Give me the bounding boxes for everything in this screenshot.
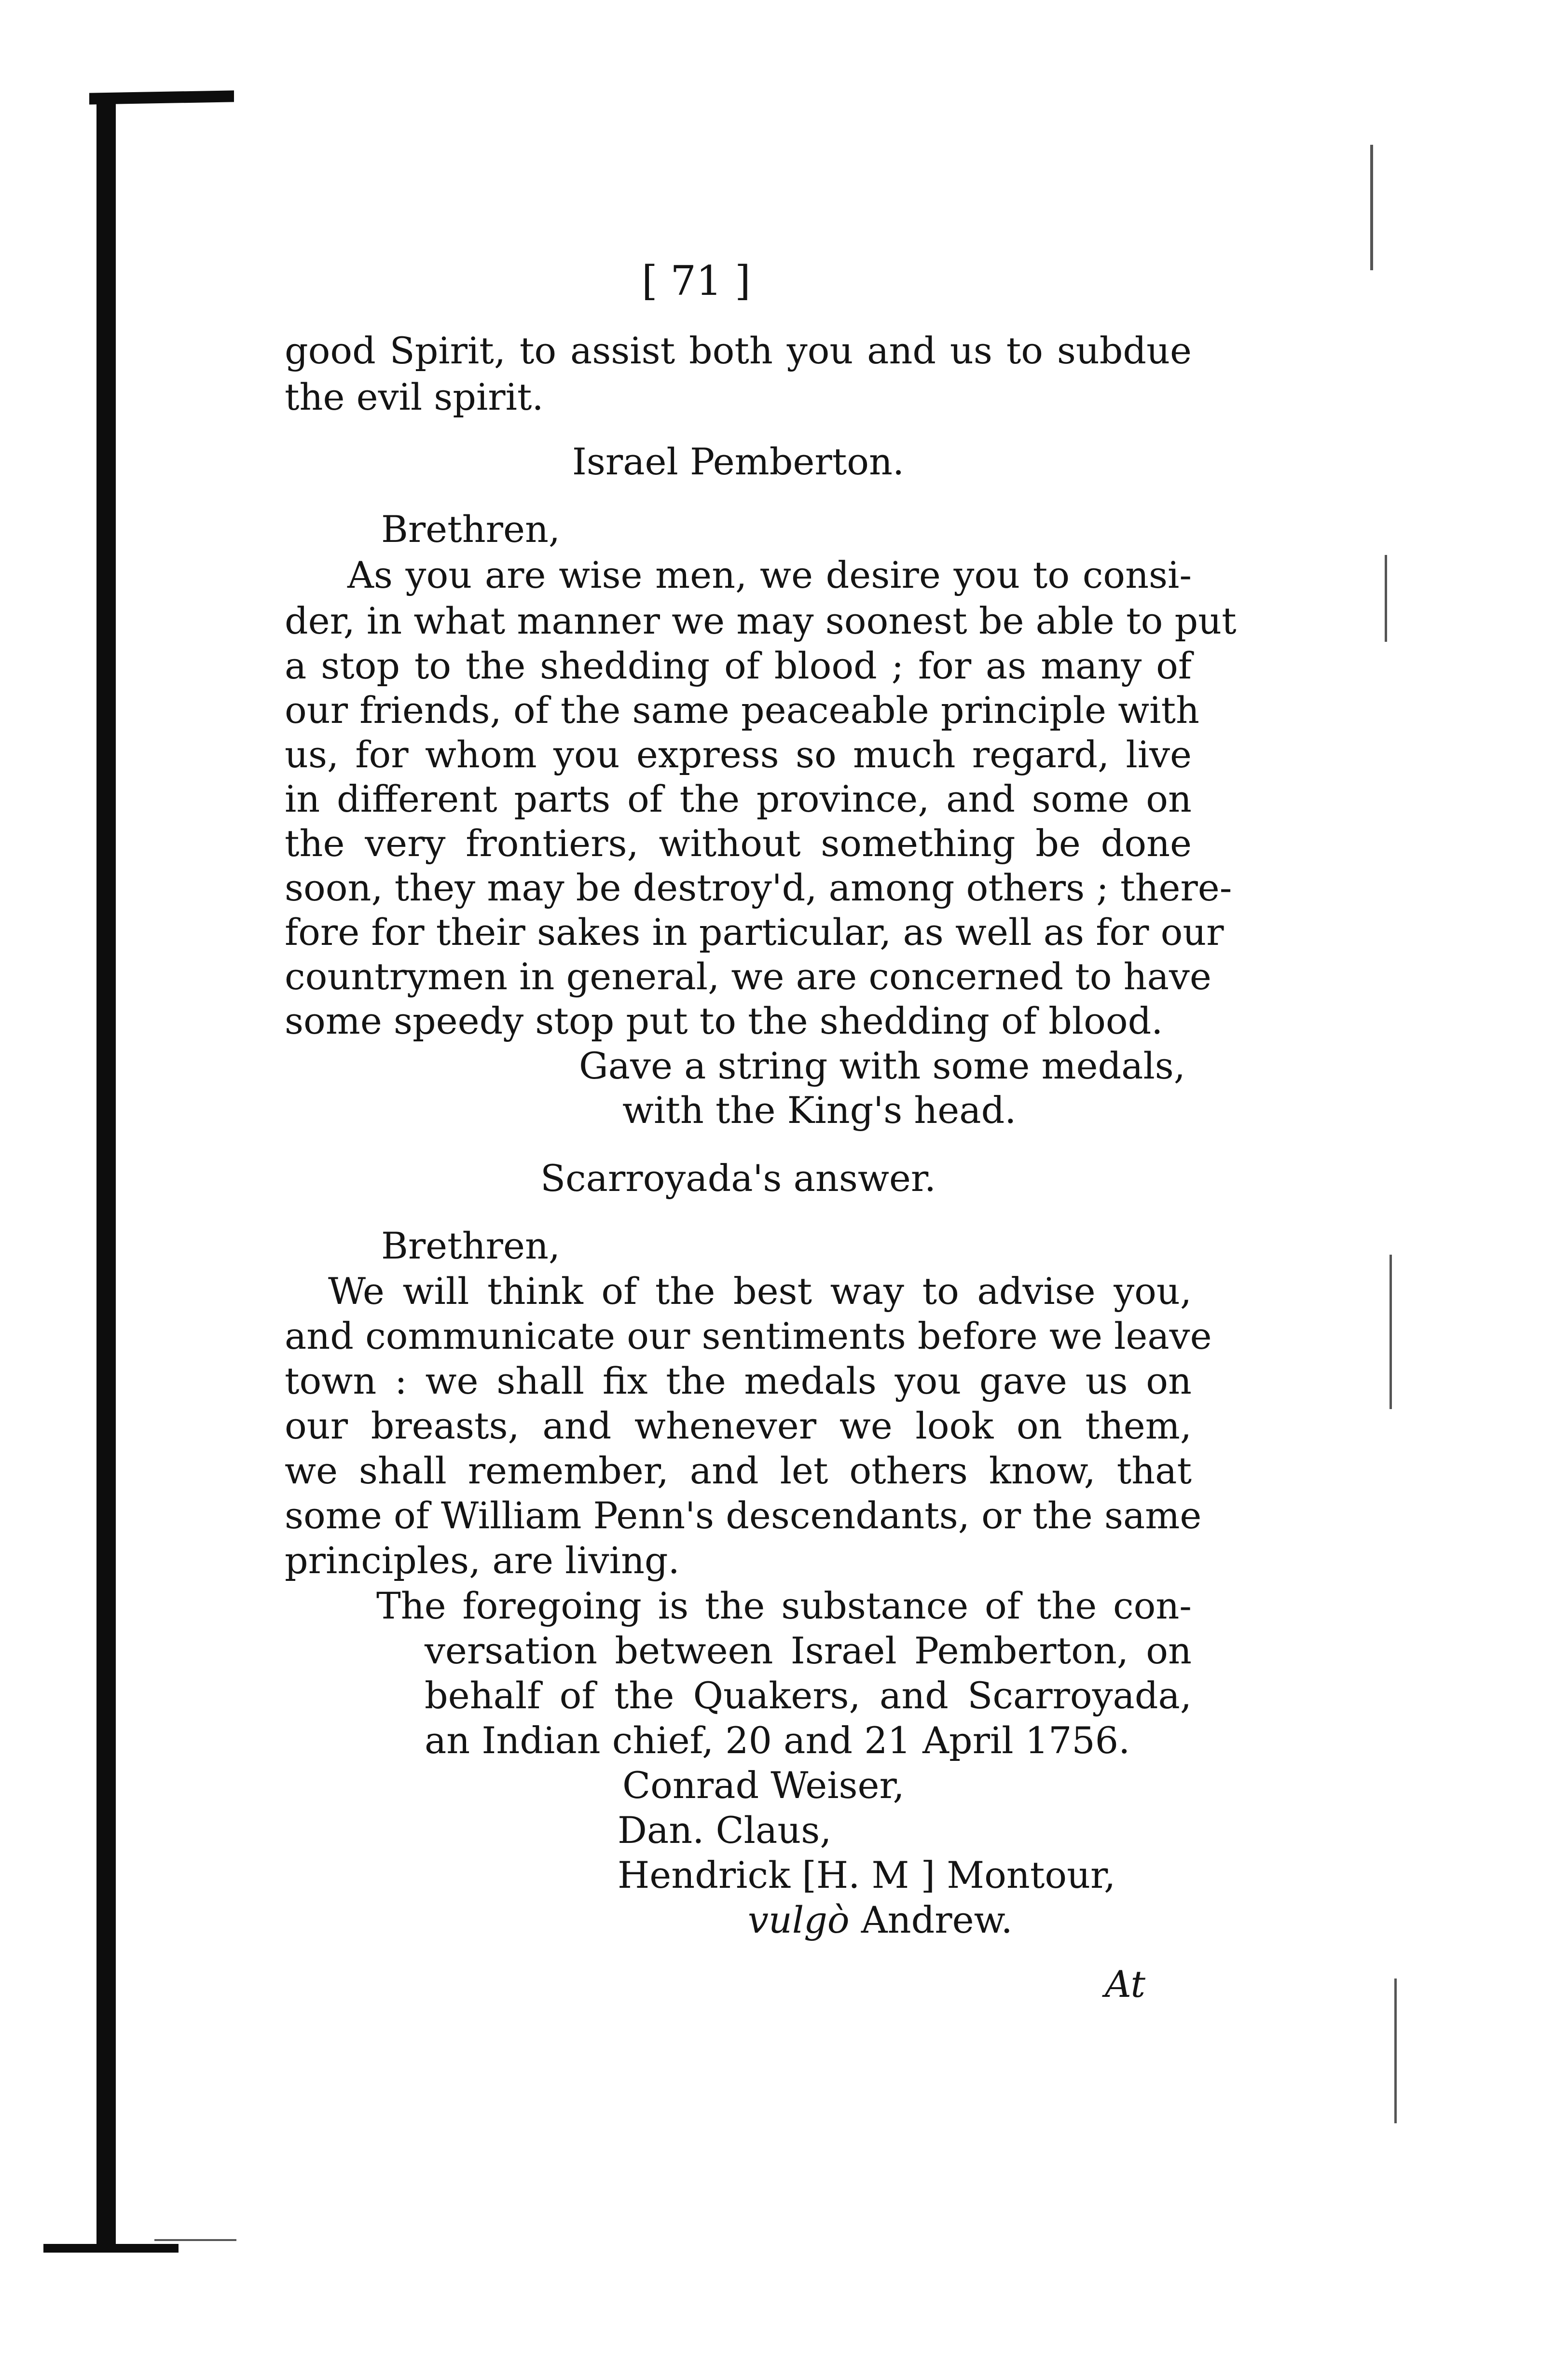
text-line: our friends, of the same peaceable principle with (285, 689, 1199, 732)
text-line: our breasts, and whenever we look on them, (285, 1404, 1192, 1447)
signature-name: Conrad Weiser, (622, 1764, 905, 1807)
signature-alias (748, 1897, 1013, 1943)
binding-edge-bottom (43, 2244, 179, 2253)
page-edge-mark (1394, 1979, 1397, 2123)
text-line: soon, they may be destroy'd, among others ; there- (285, 866, 1232, 909)
text-line: some speedy stop put to the shedding of blood. (285, 999, 1163, 1042)
alias-name: Andrew. (861, 1898, 1013, 1941)
text-line: The foregoing is the substance of the con- (376, 1584, 1192, 1627)
book-page (285, 0, 1237, 2380)
alias-word: vulgò (748, 1898, 850, 1941)
text-line: versation between Israel Pemberton, on (425, 1629, 1192, 1672)
page-number: [ 71 ] (642, 257, 751, 304)
page-edge-mark (1370, 145, 1373, 270)
signature-name: Hendrick [H. M ] Montour, (618, 1854, 1116, 1896)
text-line: in different parts of the province, and some on (285, 777, 1192, 820)
text-line: us, for whom you express so much regard, live (285, 733, 1192, 776)
text-line: Gave a string with some medals, (579, 1044, 1185, 1087)
page-edge-mark (1385, 555, 1387, 642)
text-line: and communicate our sentiments before we leave (285, 1315, 1212, 1357)
text-line: some of William Penn's descendants, or the same (285, 1494, 1202, 1537)
text-line: town : we shall fix the medals you gave us on (285, 1359, 1192, 1402)
section-heading: Israel Pemberton. (572, 440, 905, 483)
page-edge-mark (154, 2239, 236, 2241)
text-line: the evil spirit. (285, 375, 544, 418)
text-line: the very frontiers, without something be done (285, 822, 1192, 865)
text-line: principles, are living. (285, 1539, 680, 1582)
section-heading: Scarroyada's answer. (540, 1157, 936, 1200)
binding-edge (96, 101, 116, 2244)
text-line: an Indian chief, 20 and 21 April 1756. (425, 1719, 1130, 1762)
salutation: Brethren, (381, 508, 561, 551)
text-line: a stop to the shedding of blood ; for as many of (285, 644, 1192, 687)
text-line: fore for their sakes in particular, as well as for our (285, 911, 1224, 954)
salutation: Brethren, (381, 1224, 561, 1267)
text-line: with the King's head. (622, 1089, 1017, 1132)
page-edge-mark (1390, 1255, 1392, 1409)
text-line: behalf of the Quakers, and Scarroyada, (425, 1674, 1192, 1717)
signature-name: Dan. Claus, (618, 1809, 832, 1852)
text-line: countrymen in general, we are concerned to have (285, 955, 1211, 998)
text-line: As you are wise men, we desire you to consi- (347, 553, 1192, 596)
text-line: der, in what manner we may soonest be able to put (285, 599, 1237, 642)
text-line: we shall remember, and let others know, that (285, 1449, 1192, 1492)
text-line: We will think of the best way to advise you, (328, 1270, 1192, 1313)
text-line: good Spirit, to assist both you and us to subdue (285, 329, 1192, 372)
catchword: At (1105, 1963, 1146, 2006)
